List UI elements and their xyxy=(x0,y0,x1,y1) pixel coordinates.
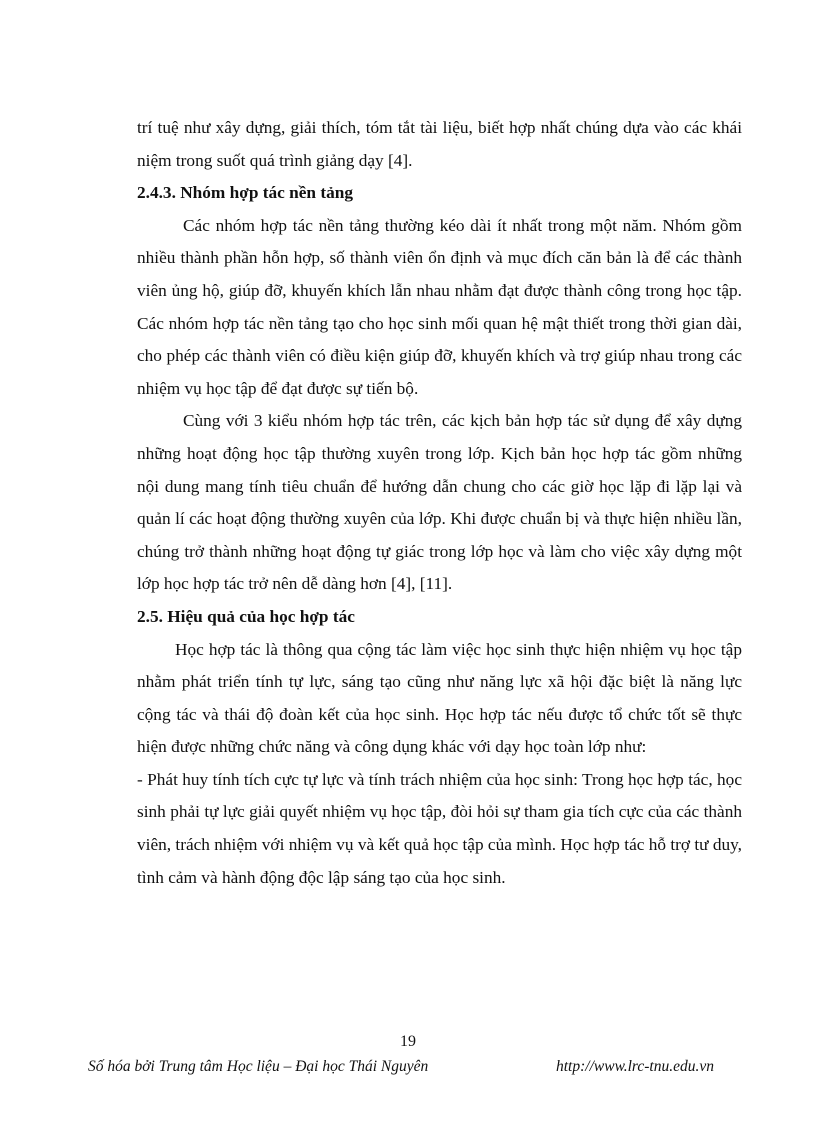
section-heading-2-5: 2.5. Hiệu quả của học hợp tác xyxy=(137,606,355,626)
paragraph-cooperative-learning-effect: Học hợp tác là thông qua cộng tác làm việc học sinh thực hiện nhiệm vụ học tập nhằm phát triển tính tự lực, sáng tạo cũng như năng lực xã hội đặc biệt là năng lực cộng tác và thái độ đoàn kết của học sinh. Học hợp tác nếu được tổ chức tốt sẽ thực hiện được những chức năng và công dụng khác với dạy học toàn lớp như: xyxy=(137,639,742,757)
page-number: 19 xyxy=(400,1033,416,1050)
page-body xyxy=(137,112,742,894)
footer-digitized-by: Số hóa bởi Trung tâm Học liệu – Đại học Thái Nguyên xyxy=(88,1058,429,1075)
section-heading-2-4-3: 2.4.3. Nhóm hợp tác nền tảng xyxy=(137,183,354,203)
paragraph-continuation: trí tuệ như xây dựng, giải thích, tóm tắt tài liệu, biết hợp nhất chúng dựa vào các khái niệm trong suốt quá trình giảng dạy [4]. xyxy=(137,118,742,170)
paragraph-foundation-groups: Các nhóm hợp tác nền tảng thường kéo dài ít nhất trong một năm. Nhóm gồm nhiều thành phần hỗn hợp, số thành viên ổn định và mục đích căn bản là để các thành viên ủng hộ, giúp đỡ, khuyến khích lẫn nhau nhằm đạt được thành công trong học tập. Các nhóm hợp tác nền tảng tạo cho học sinh mối quan hệ mật thiết trong thời gian dài, cho phép các thành viên có điều kiện giúp đỡ, khuyến khích và trợ giúp nhau trong các nhiệm vụ học tập để đạt được sự tiến bộ. xyxy=(137,215,742,398)
footer-url: http://www.lrc-tnu.edu.vn xyxy=(556,1058,714,1075)
paragraph-bullet-activeness: - Phát huy tính tích cực tự lực và tính trách nhiệm của học sinh: Trong học hợp tác, học sinh phải tự lực giải quyết nhiệm vụ học tập, đòi hỏi sự tham gia tích cực của các thành viên, trách nhiệm với nhiệm vụ và kết quả học tập của mình. Học hợp tác hỗ trợ tư duy, tình cảm và hành động độc lập sáng tạo của học sinh. xyxy=(137,769,742,887)
paragraph-cooperative-scripts: Cùng với 3 kiểu nhóm hợp tác trên, các kịch bản hợp tác sử dụng để xây dựng những hoạt động học tập thường xuyên trong lớp. Kịch bản học hợp tác gồm những nội dung mang tính tiêu chuẩn để hướng dẫn chung cho các giờ học lặp đi lặp lại và quản lí các hoạt động thường xuyên của lớp. Khi được chuẩn bị và thực hiện nhiều lần, chúng trở thành những hoạt động tự giác trong lớp học và làm cho việc xây dựng một lớp học hợp tác trở nên dễ dàng hơn [4], [11]. xyxy=(137,411,742,594)
